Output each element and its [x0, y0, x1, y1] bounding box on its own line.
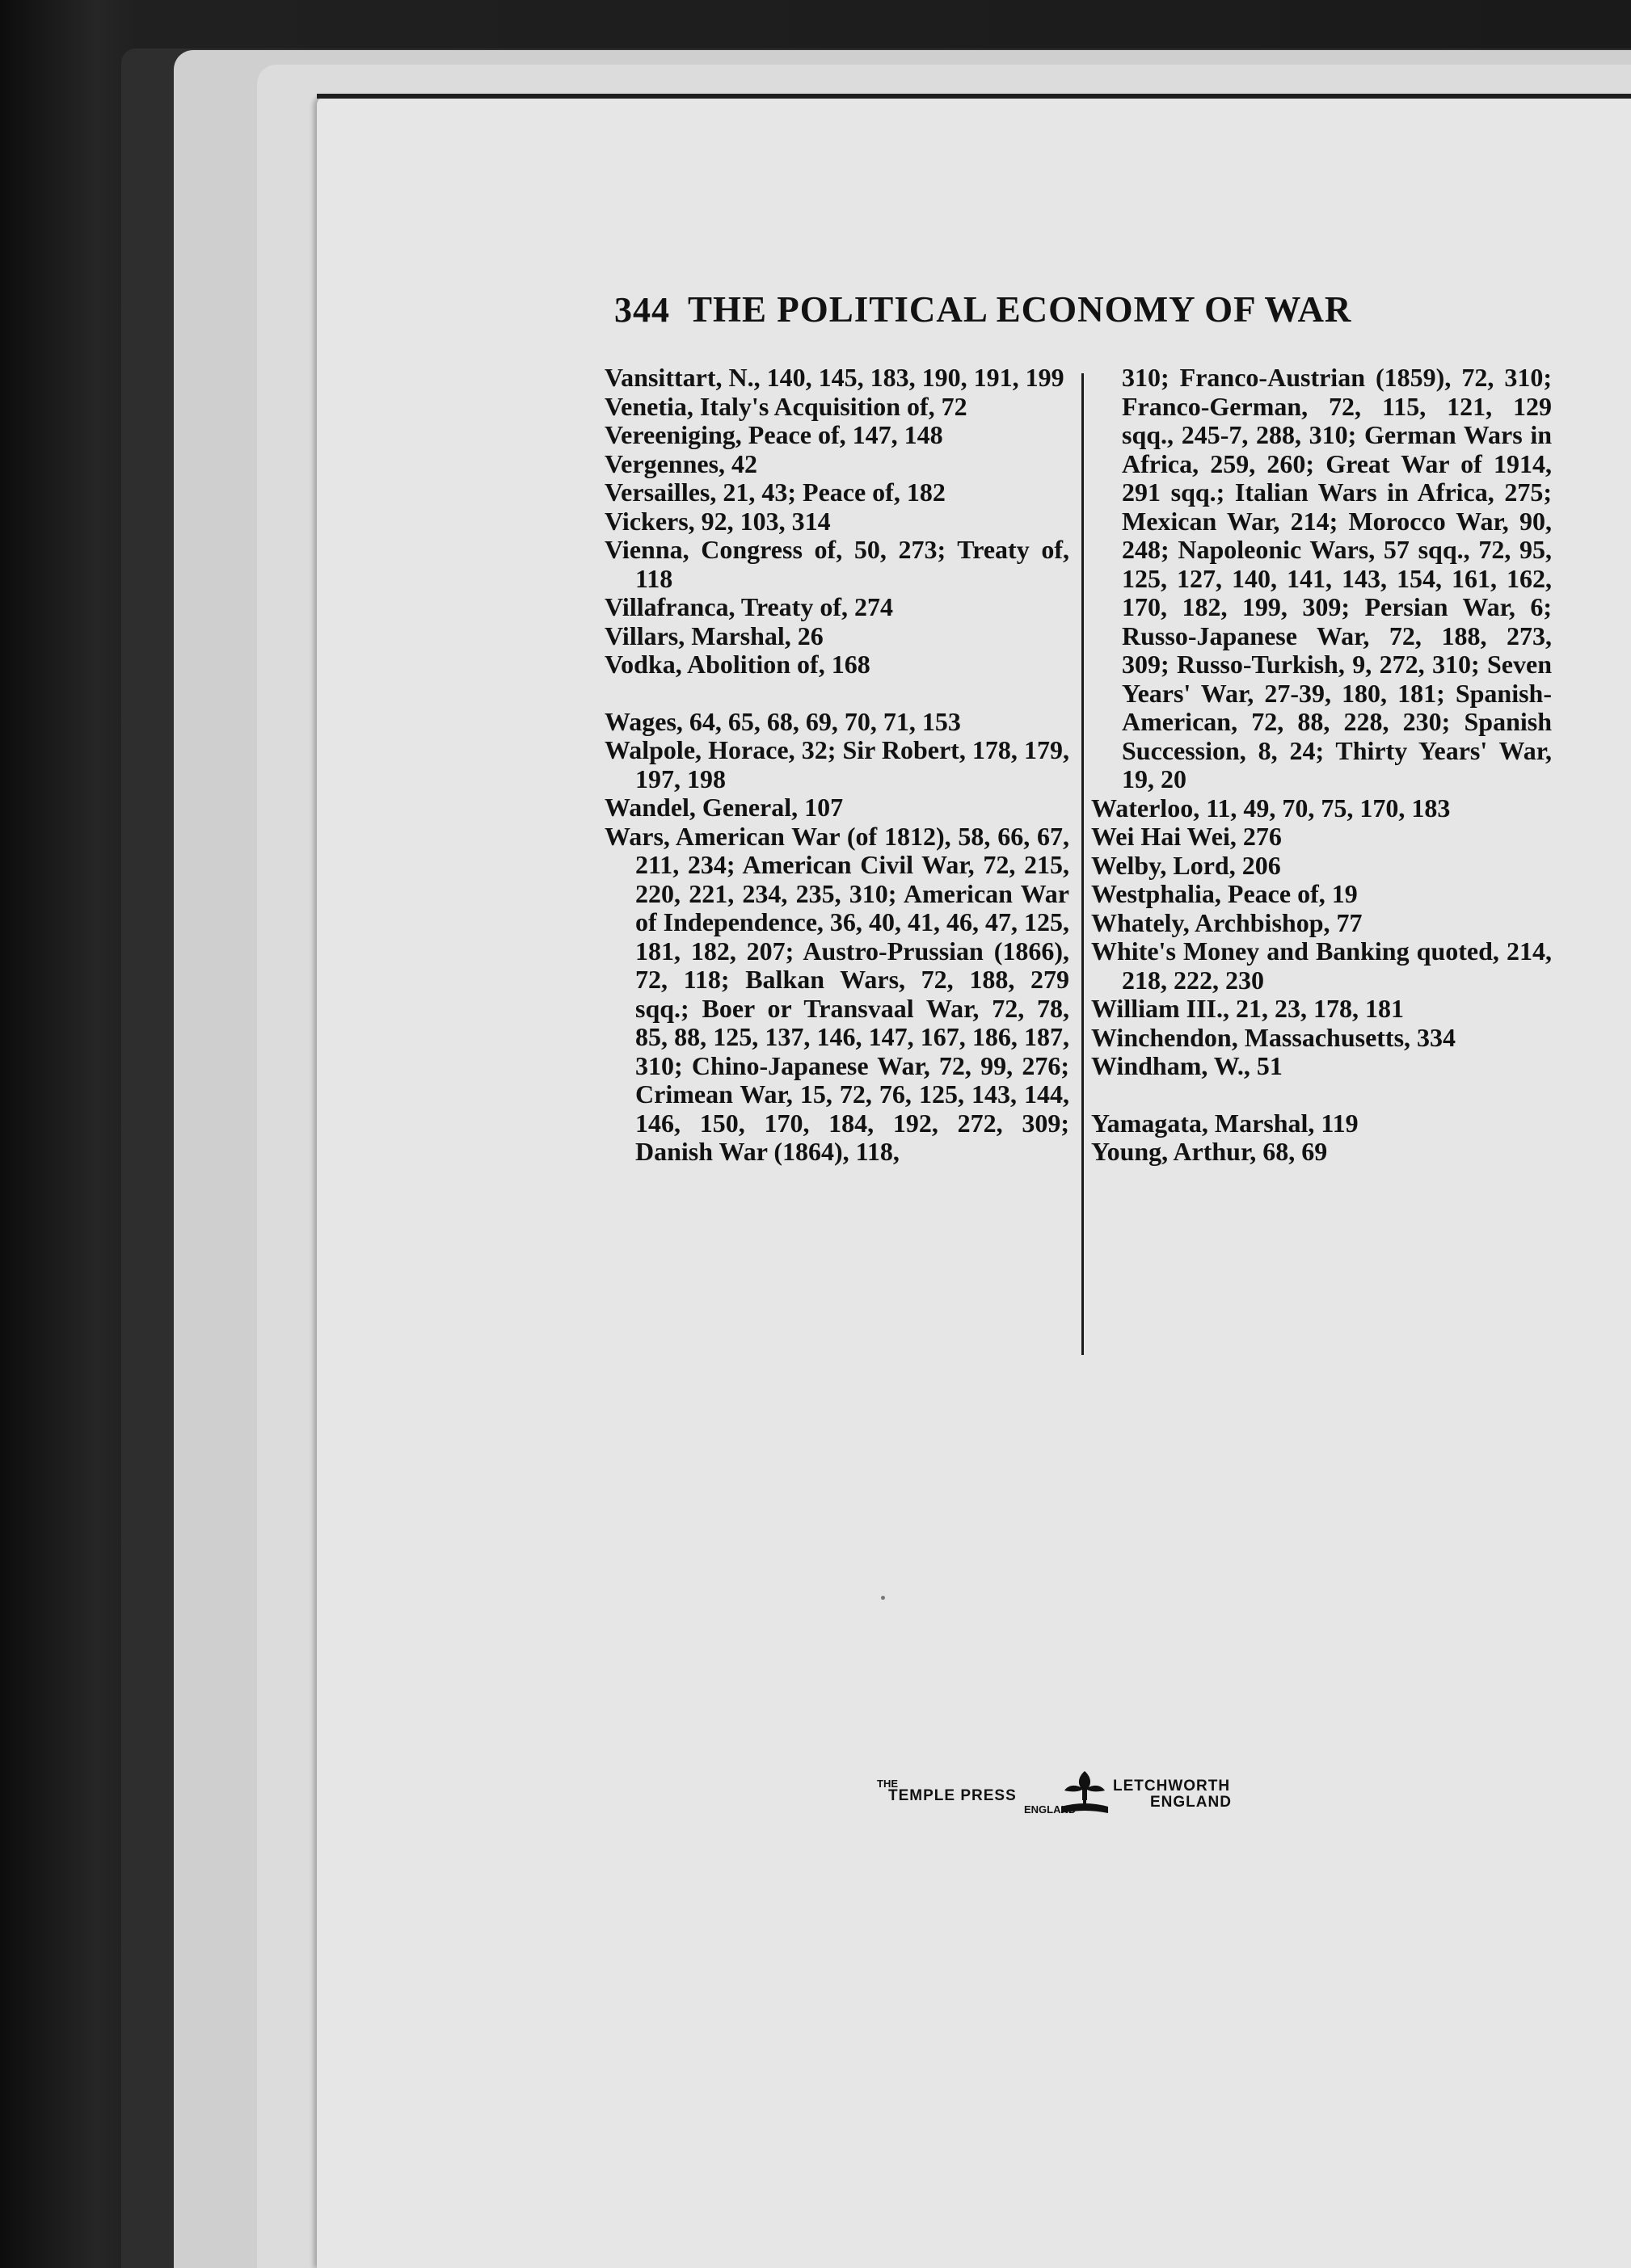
index-entry: Venetia, Italy's Acquisition of, 72 [605, 391, 967, 421]
index-entry: Vansittart, N., 140, 145, 183, 190, 191, 199 [605, 363, 1064, 392]
index-entry: Vickers, 92, 103, 314 [605, 506, 831, 536]
printer-mark [877, 1778, 1297, 1842]
index-entry: Vienna, Congress of, 50, 273; Treaty of, 118 [605, 535, 1070, 593]
index-entry: William III., 21, 23, 178, 181 [1091, 994, 1404, 1023]
index-entry: Villafranca, Treaty of, 274 [605, 592, 893, 621]
index-entry: Vodka, Abolition of, 168 [605, 650, 870, 679]
index-entry: Welby, Lord, 206 [1091, 850, 1281, 880]
index-entry: Wandel, General, 107 [605, 793, 844, 822]
index-column-right [1091, 364, 1552, 1167]
index-entry-wars: Wars, American War (of 1812), 58, 66, 67, 211, 234; American Civil War, 72, 215, 220, 221, 234, 235, 310; American War of Independence, 36, 40, 41, 46, 47, 125, 181, 182, 207; Austro-Prussian (1866), 72, 118; Balkan Wars, 72, 188, 279 sqq.; Boer or Transvaal War, 72, 78, 85, 88, 125, 137, 146, 147, 167, 186, 187, 310; Chino-Japanese War, 72, 99, 276; Crimean War, 15, 72, 76, 125, 143, 144, 146, 150, 170, 184, 192, 272, 309; Danish War (1864), 118, [605, 821, 1070, 1166]
index-entry: Villars, Marshal, 26 [605, 621, 824, 650]
printer-mark-england-small: ENGLAND [1024, 1803, 1077, 1816]
index-entry: Waterloo, 11, 49, 70, 75, 170, 183 [1091, 793, 1451, 823]
index-entry: Wages, 64, 65, 68, 69, 70, 71, 153 [605, 706, 961, 736]
page-number: 344 [614, 290, 670, 330]
index-entry: Versailles, 21, 43; Peace of, 182 [605, 478, 946, 507]
column-divider [1081, 373, 1084, 1355]
index-entry: Vergennes, 42 [605, 448, 758, 478]
index-entry: Yamagata, Marshal, 119 [1091, 1108, 1359, 1138]
printer-mark-the: THE [877, 1778, 898, 1790]
letter-group-gap [1091, 1081, 1552, 1109]
index-entry: Windham, W., 51 [1091, 1051, 1283, 1080]
index-entry: Walpole, Horace, 32; Sir Robert, 178, 179, 197, 198 [605, 735, 1070, 793]
index-entry: Whately, Archbishop, 77 [1091, 907, 1363, 937]
index-column-left [605, 364, 1069, 1167]
index-entry: White's Money and Banking quoted, 214, 218, 222, 230 [1091, 936, 1553, 995]
running-head: THE POLITICAL ECONOMY OF WAR [688, 289, 1352, 330]
index-entry-wars-continued: 310; Franco-Austrian (1859), 72, 310; Franco-German, 72, 115, 121, 129 sqq., 245-7, 288, 310; German Wars in Africa, 259, 260; Great War of 1914, 291 sqq.; Italian Wars in Africa, 275; Mexican War, 214; Morocco War, 90, 248; Napoleonic Wars, 57 sqq., 72, 95, 125, 127, 140, 141, 143, 154, 161, 162, 170, 182, 199, 309; Persian War, 6; Russo-Japanese War, 72, 188, 273, 309; Russo-Turkish, 9, 272, 310; Seven Years' War, 27-39, 180, 181; Spanish-American, 72, 88, 228, 230; Spanish Succession, 8, 24; Thirty Years' War, 19, 20 [1122, 363, 1552, 793]
index-entry: Vereeniging, Peace of, 147, 148 [605, 420, 943, 449]
letter-group-gap [605, 680, 1069, 708]
index-entry: Winchendon, Massachusetts, 334 [1091, 1022, 1456, 1052]
paper-speck [881, 1596, 885, 1600]
index-entry: Wei Hai Wei, 276 [1091, 822, 1282, 851]
printer-mark-england: ENGLAND [1150, 1794, 1232, 1811]
page-header [614, 288, 1487, 330]
page-top-border [317, 94, 1631, 99]
printer-mark-temple-press: TEMPLE PRESS [888, 1787, 1017, 1804]
index-entry: Young, Arthur, 68, 69 [1091, 1137, 1328, 1166]
printer-mark-letchworth: LETCHWORTH [1113, 1778, 1231, 1795]
index-entry: Westphalia, Peace of, 19 [1091, 879, 1358, 908]
